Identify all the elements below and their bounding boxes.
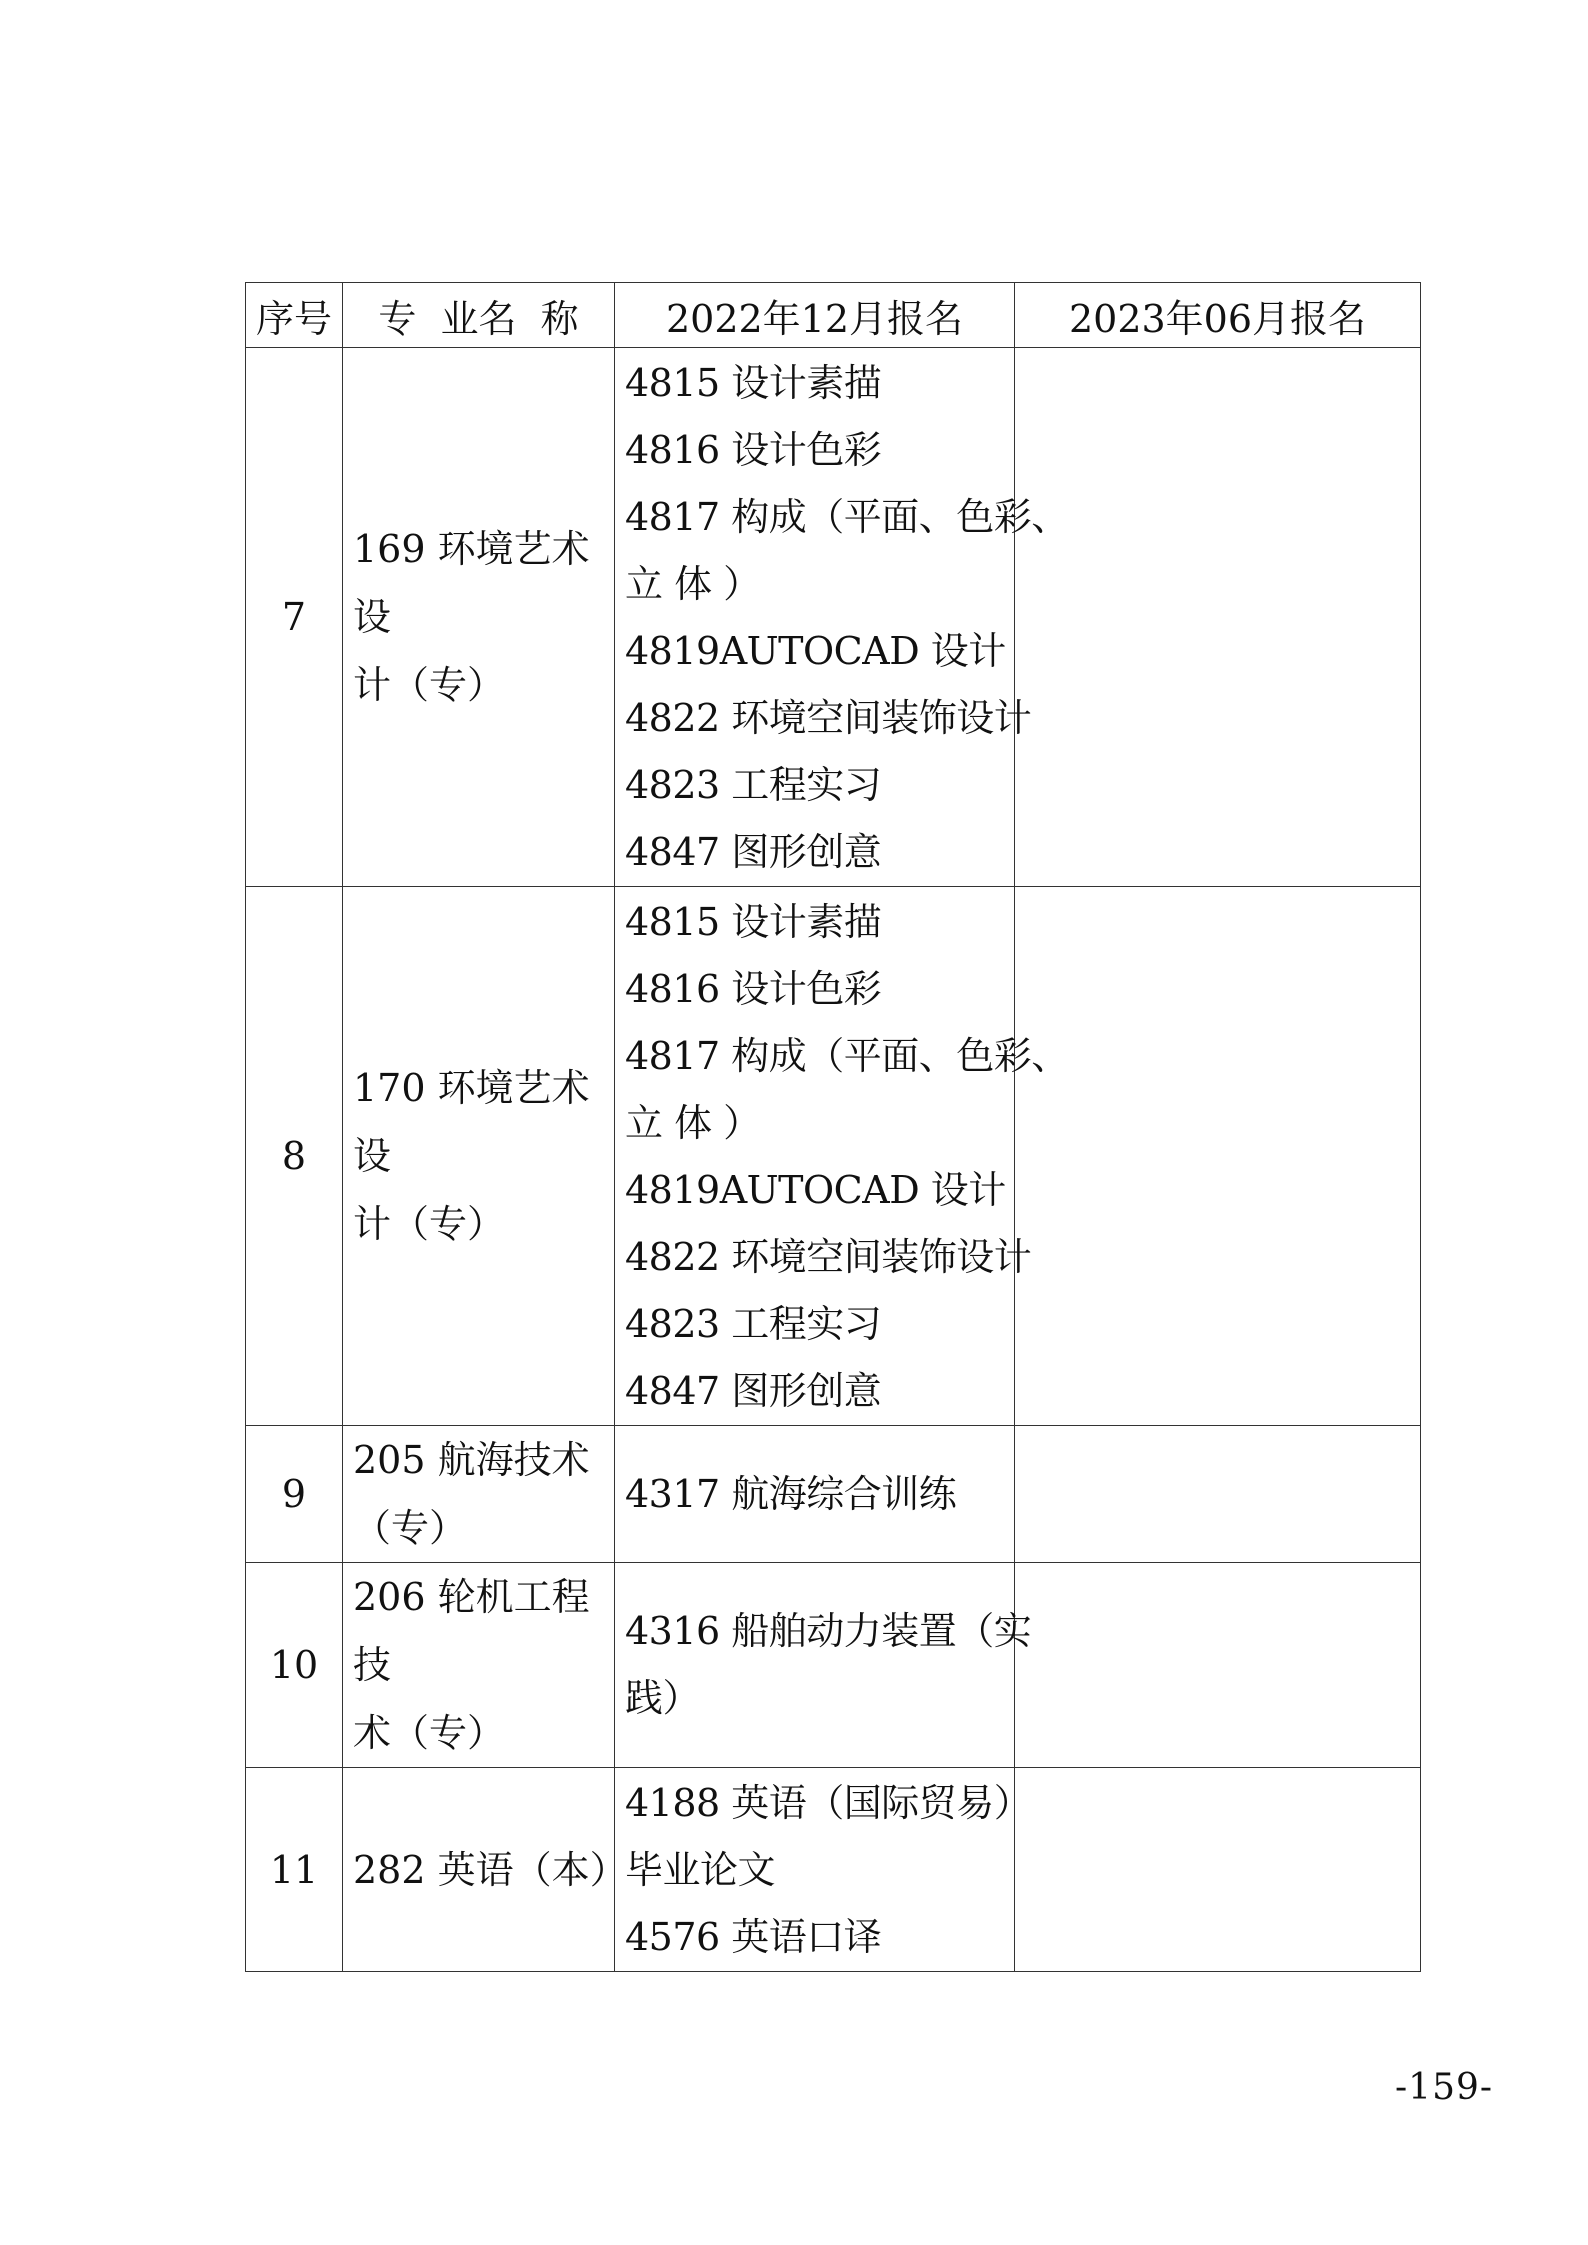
registration-table [245,282,1421,1972]
serial-no-cell: 10 [246,1563,343,1768]
course-line: 践） [625,1676,701,1720]
major-line: 术（专） [353,1711,506,1755]
course-line: 4823 工程实习 [625,763,882,807]
course-cell-2022-12 [615,348,1069,887]
course-line: 4822 环境空间装饰设计 [625,696,1032,740]
course-cell-2022-12 [615,1426,1015,1563]
table-header-row [246,283,1421,348]
course-line: 4823 工程实习 [625,1302,882,1346]
course-line: 立 体 ） [625,562,761,606]
course-line: 4817 构成（平面、色彩、 [625,495,1069,539]
header-2022-12: 2022年12月报名 [615,283,1015,348]
header-serial-no: 序号 [246,283,343,348]
course-line: 立 体 ） [625,1101,761,1145]
table-row [246,1563,1421,1768]
major-cell [343,1426,615,1563]
course-line: 4847 图形创意 [625,830,882,874]
course-line: 4815 设计素描 [625,361,882,405]
course-line: 4317 航海综合训练 [625,1471,957,1516]
table-row [246,887,1421,1426]
course-line: 4817 构成（平面、色彩、 [625,1034,1069,1078]
major-cell [343,1563,615,1768]
course-cell-2023-06 [1015,1563,1421,1768]
major-cell [343,1768,628,1972]
course-line: 4816 设计色彩 [625,967,882,1011]
major-line: 282 英语（本） [353,1847,628,1892]
serial-no-cell: 8 [246,887,343,1426]
major-cell [343,348,615,887]
course-cell-2022-12 [615,1768,1032,1972]
major-line: 170 环境艺术设 [353,1066,590,1178]
page-number: -159- [1395,2067,1494,2108]
course-cell-2023-06 [1015,1426,1421,1563]
course-line: 4819AUTOCAD 设计 [625,1168,1006,1212]
course-cell-2022-12 [615,1563,1032,1768]
header-major-name: 专 业名 称 [343,283,615,348]
table-row [246,348,1421,887]
course-line: 4316 船舶动力装置（实 [625,1609,1032,1653]
major-line: 206 轮机工程技 [353,1575,590,1687]
table-row [246,1768,1421,1972]
course-line: 4816 设计色彩 [625,428,882,472]
serial-no-cell: 11 [246,1768,343,1972]
course-line: 4819AUTOCAD 设计 [625,629,1006,673]
serial-no-cell: 9 [246,1426,343,1563]
course-line: 4188 英语（国际贸易） [625,1781,1032,1825]
course-line: 4847 图形创意 [625,1369,882,1413]
major-line: （专） [353,1506,468,1550]
major-line: 计（专） [353,663,506,707]
course-cell-2023-06 [1015,348,1421,887]
major-line: 205 航海技术 [353,1438,590,1482]
course-cell-2022-12 [615,887,1069,1426]
major-line: 计（专） [353,1202,506,1246]
header-2023-06: 2023年06月报名 [1015,283,1421,348]
major-cell [343,887,615,1426]
course-line: 4822 环境空间装饰设计 [625,1235,1032,1279]
course-line: 4576 英语口译 [625,1915,882,1959]
course-line: 毕业论文 [625,1848,776,1892]
table-row [246,1426,1421,1563]
serial-no-cell: 7 [246,348,343,887]
course-cell-2023-06 [1015,1768,1421,1972]
major-line: 169 环境艺术设 [353,527,590,639]
course-line: 4815 设计素描 [625,900,882,944]
course-cell-2023-06 [1015,887,1421,1426]
